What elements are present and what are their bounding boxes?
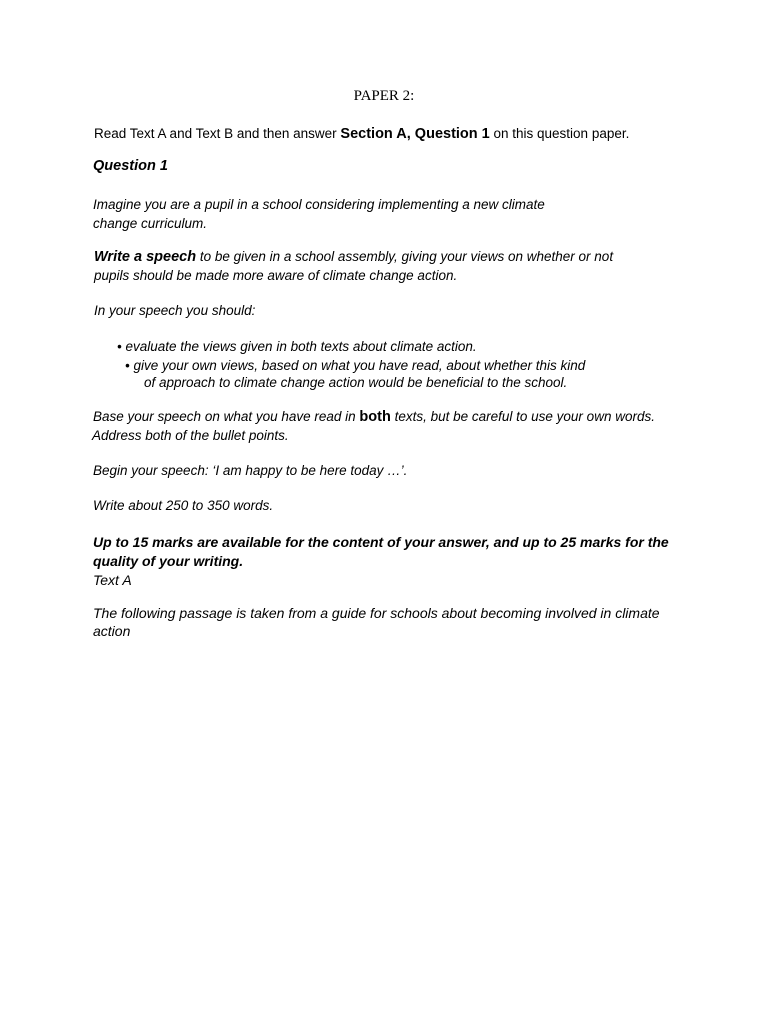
bullet-evaluate: • evaluate the views given in both texts about climate action.: [117, 339, 477, 354]
instructions-lead: In your speech you should:: [94, 303, 256, 318]
intro-text-before: Read Text A and Text B and then answer: [94, 126, 341, 141]
scenario-line-2: change curriculum.: [93, 216, 208, 231]
task-bold-lead: Write a speech: [94, 249, 197, 265]
bullet-own-views-line-2: of approach to climate change action would be beneficial to the school.: [144, 375, 568, 390]
scenario-line-1: Imagine you are a pupil in a school considering implementing a new climate: [93, 197, 545, 212]
intro-text-after: on this question paper.: [489, 126, 630, 141]
word-count-note: Write about 250 to 350 words.: [93, 498, 274, 513]
base-note-after: texts, but be careful to use your own words.: [390, 409, 655, 424]
marks-note-line-2: quality of your writing.: [93, 553, 244, 569]
intro-section-reference: Section A, Question 1: [340, 126, 490, 142]
begin-speech-note: Begin your speech: ‘I am happy to be here today …’.: [93, 463, 408, 478]
question-heading: Question 1: [93, 158, 168, 174]
bullet-own-views-line-1: • give your own views, based on what you have read, about whether this kind: [125, 358, 586, 373]
intro-instruction: [94, 125, 629, 143]
base-note-before: Base your speech on what you have read in: [93, 409, 360, 424]
text-a-intro-line-2: action: [93, 623, 131, 639]
task-line-2: pupils should be made more aware of climate change action.: [94, 268, 458, 283]
text-a-intro-line-1: The following passage is taken from a guide for schools about becoming involved in climate: [93, 605, 660, 621]
page-title: PAPER 2:: [353, 88, 415, 104]
base-note-line-1: [93, 408, 655, 426]
task-line-1: [94, 248, 613, 266]
base-note-line-2: Address both of the bullet points.: [92, 428, 289, 443]
text-a-label: Text A: [93, 572, 132, 588]
task-line-1-rest: to be given in a school assembly, giving your views on whether or not: [196, 249, 614, 264]
base-note-both: both: [359, 409, 391, 425]
marks-note-line-1: Up to 15 marks are available for the content of your answer, and up to 25 marks for the: [93, 534, 669, 550]
